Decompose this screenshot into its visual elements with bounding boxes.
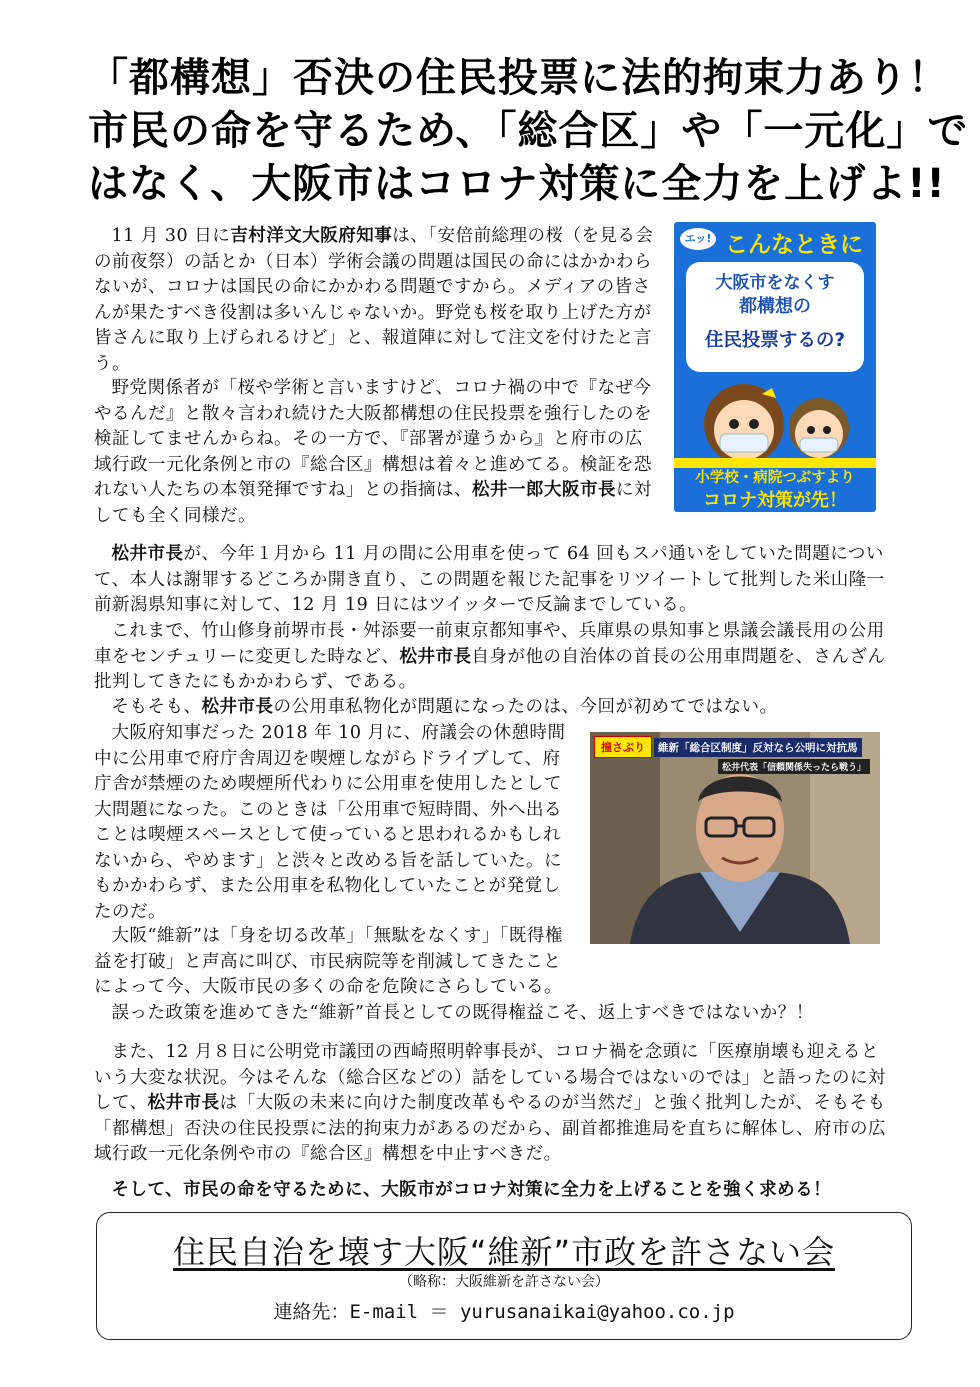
p9-name-matsui: 松井市長 (147, 1093, 220, 1113)
paragraph-7: 大阪“維新”は「身を切る改革」「無駄をなくす」「既得権益を打破」と声高に叫び、市民病院等を削減してきたことによって今、大阪市民の多くの命を危険にさらしている。 (94, 926, 563, 997)
poster-line-4: 住民投票するの? (704, 330, 846, 351)
paragraph-4 (94, 619, 894, 696)
headline (88, 52, 969, 211)
p3-name-matsui: 松井市長 (111, 544, 184, 564)
p1-text-c: は、「安倍前総理の桜（を見る会の前夜祭）の話とか（日本）学術会議の問題は国民の命にはかかわらないが、コロナは国民の命にかかわる問題ですから。メディアの皆さんが果たすべき役割は多いんじゃないか。野党も桜を取り上げた方が皆さんに取り上げられるけど」と、報道陣に対して注文を付けたと言う。 (94, 226, 654, 374)
p5-text-a: そもそも、 (111, 697, 202, 717)
paragraph-3 (94, 542, 894, 619)
poster-line-5: 小学校・病院つぶすより (695, 470, 855, 486)
organization-box (96, 1212, 912, 1340)
paragraph-2 (94, 376, 660, 529)
tv-badge: 撞さぶり (594, 736, 652, 758)
poster-tag: エッ! (680, 228, 716, 250)
campaign-poster (674, 222, 876, 512)
tv-caption-1: 維新「総合区制度」反対なら公明に対抗馬 (654, 738, 862, 757)
p3-text-b: が、今年１月から 11 月の間に公用車を使って 64 回もスパ通いをしていた問題について、本人は謝罪するどころか開き直り、この問題を報じた記事をリツイートして批判した米山隆一前新潟県知事に対して、12 月 19 日にはツイッターで反論までしている。 (94, 544, 885, 615)
p4-text-a: これまで、竹山修身前堺市長・舛添要一前東京都知事や、兵庫県の県知事と県議会議長用の公用車をセンチュリーに変更した時など、 (94, 621, 885, 667)
organization-name-text: 住民自治を壊す大阪“維新”市政を許さない会 (172, 1233, 836, 1271)
poster-line-6: コロナ対策が先！ (703, 490, 847, 511)
p4-name-matsui: 松井市長 (399, 646, 472, 667)
p4-text-c: 自身が他の自治体の首長の公用車問題を、さんざん批判してきたにもかかわらず、である。 (94, 646, 886, 692)
tv-caption-2: 松井代表「信頼関係失ったら戦う」 (718, 759, 870, 774)
headline-line-2: 市民の命を守るため、「総合区」や「一元化」で (88, 108, 969, 154)
paragraph-9 (94, 1040, 894, 1168)
p2-text-a: 野党関係者が「桜や学術と言いますけど、コロナ禍の中で『なぜ今やるんだ』と散々言われ続けた大阪都構想の住民投票を強行したのを検証してませんからね。その一方で、『部署が違うから』と府市の広域行政一元化条例と市の『総合区』構想は着々と進めてる。検証を恐れない人たちの本領発揮ですね」との指摘は、 (94, 378, 652, 500)
contact-email: 連絡先：E-mail ＝ yurusanaikai@yahoo.co.jp (273, 1301, 735, 1323)
poster-line-2: 大阪市をなくす (715, 273, 835, 293)
p1-name-yoshimura: 吉村洋文大阪府知事 (230, 226, 393, 246)
organization-name (97, 1227, 911, 1273)
p2-name-matsui: 松井一郎大阪市長 (472, 480, 616, 500)
p1-text-a: 11 月 30 日に (111, 226, 231, 246)
headline-line-1: 「都構想」否決の住民投票に法的拘束力あり！ (88, 55, 949, 101)
organization-abbreviation: （略称：大阪維新を許さない会） (399, 1274, 609, 1290)
p9-text-a: また、12 月８日に公明党市議団の西崎照明幹事長が、コロナ禍を念頭に「医療崩壊も迎えるという大変な状況。今はそんな（総合区などの）話をしている場合ではないのでは」と語ったのに対して、 (94, 1042, 886, 1113)
poster-line-3: 都構想の (739, 296, 811, 317)
p2-text-c: に対しても全く同様だ。 (94, 480, 652, 526)
matsui-tv-photo (590, 732, 880, 944)
headline-line-3: はなく、大阪市はコロナ対策に全力を上げよ!! (88, 161, 946, 207)
children-illustration (674, 372, 876, 468)
poster-title: こんなときに (725, 232, 863, 258)
paragraph-6: 大阪府知事だった 2018 年 10 月に、府議会の休憩時間中に公用車で府庁舎周辺を喫煙しながらドライブして、府庁舎が禁煙のため喫煙所代わりに公用車を使用したとして大問題になった。このときは「公用車で短時間、外へ出ることは喫煙スペースとして使っていると思われるかもしれないから、やめます」と渋々と改める旨を話していた。にもかかわらず、また公用車を私物化していたことが発覚したのだ。 (94, 723, 566, 922)
paragraph-8: 誤った政策を進めてきた“維新”首長としての既得権益こそ、返上すべきではないか？！ (111, 1003, 814, 1023)
p5-name-matsui: 松井市長 (201, 697, 274, 717)
p9-text-c: は「大阪の未来に向けた制度改革もやるのが当然だ」と強く批判したが、そもそも「都構想」否決の住民投票に法的拘束力があるのだから、副首都推進局を直ちに解体し、府市の広域行政一元化条例や市の『総合区』構想を中止すべきだ。 (94, 1093, 886, 1164)
p5-text-c: の公用車私物化が問題になったのは、今回が初めてではない。 (273, 697, 778, 717)
paragraph-10: そして、市民の命を守るために、大阪市がコロナ対策に全力を上げることを強く求める！ (111, 1180, 832, 1200)
paragraph-5 (94, 695, 894, 721)
paragraph-1 (94, 224, 660, 377)
